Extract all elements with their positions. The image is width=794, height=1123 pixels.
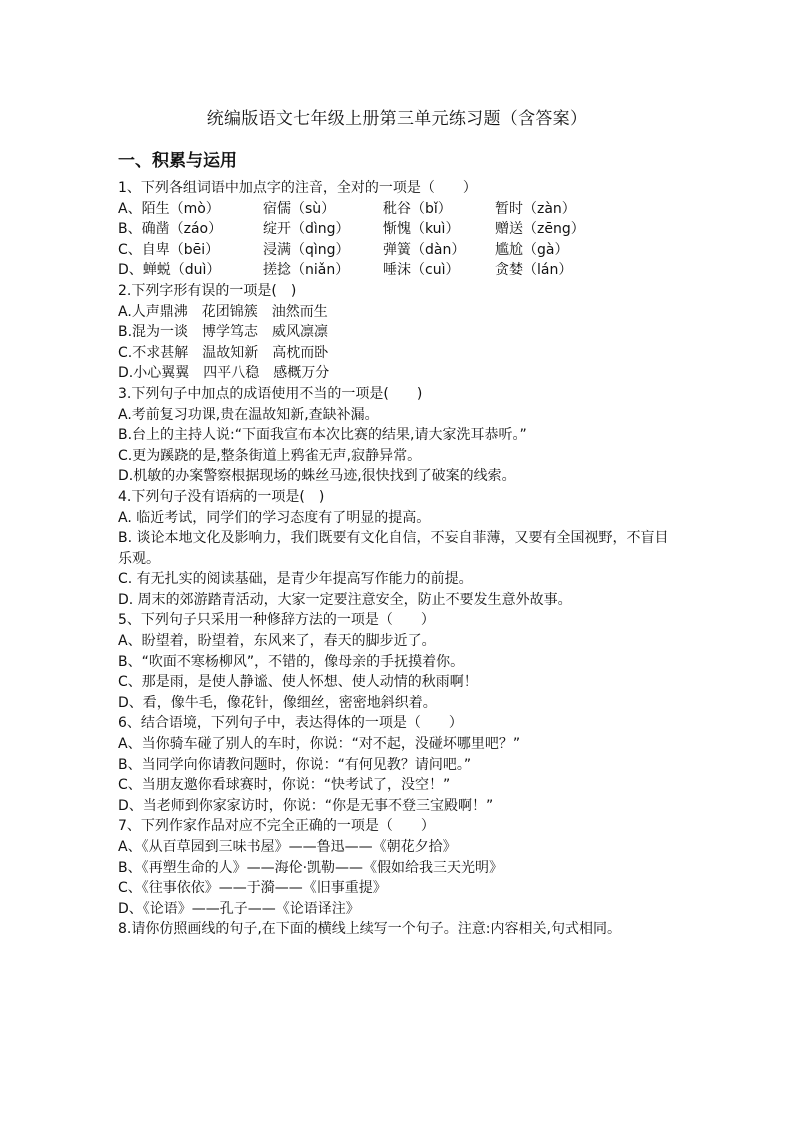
question-5-option-a: A、盼望着，盼望着，东风来了，春天的脚步近了。 <box>118 633 436 650</box>
question-1-row-d <box>118 260 678 281</box>
question-7-option-a: A、《从百草园到三味书屋》——鲁迅——《朝花夕拾》 <box>118 839 457 855</box>
q1-option: B、确凿（záo） <box>118 221 223 238</box>
section-heading: 一、积累与运用 <box>118 151 237 171</box>
question-7-option-c: C、《往事依依》——于漪——《旧事重提》 <box>118 880 387 897</box>
document-title: 统编版语文七年级上册第三单元练习题（含答案） <box>206 109 588 129</box>
q1-option: 宿儒（sù） <box>263 200 336 217</box>
q1-option: 搓捻（niǎn） <box>263 262 350 279</box>
question-4-stem: 4.下列句子没有语病的一项是( ) <box>118 488 325 505</box>
q1-option: D、蝉蜕（duì） <box>118 262 221 279</box>
question-3-option-c: C.更为蹊跷的是,整条街道上鸦雀无声,寂静异常。 <box>118 447 422 464</box>
q1-option: 浸满（qìng） <box>263 241 350 258</box>
question-7-option-b: B、《再塑生命的人》——海伦·凯勒——《假如给我三天光明》 <box>118 859 504 876</box>
q1-option: 唾沫（cuì） <box>383 262 460 279</box>
question-4-option-c: C. 有无扎实的阅读基础，是青少年提高写作能力的前提。 <box>118 571 473 588</box>
question-4-option-b: B. 谈论本地文化及影响力，我们既要有文化自信，不妄自菲薄，又要有全国视野，不盲目乐观。 <box>118 530 669 567</box>
q1-option: 惭愧（kuì） <box>383 221 460 238</box>
question-6-stem: 6、结合语境，下列句子中，表达得体的一项是（ ） <box>118 715 463 732</box>
question-3-option-a: A.考前复习功课,贵在温故知新,查缺补漏。 <box>118 406 379 423</box>
q1-option: 贪婪（lán） <box>495 262 573 279</box>
question-3-stem: 3.下列句子中加点的成语使用不当的一项是( ) <box>118 385 423 402</box>
question-4-option-a: A. 临近考试，同学们的学习态度有了明显的提高。 <box>118 509 431 526</box>
question-1-stem: 1、下列各组词语中加点字的注音，全对的一项是（ ） <box>118 180 477 196</box>
q1-option: 暂时（zàn） <box>495 200 576 217</box>
question-5-option-d: D、看，像牛毛，像花针，像细丝，密密地斜织着。 <box>118 694 437 711</box>
question-2-stem: 2.下列字形有误的一项是( ) <box>118 282 297 299</box>
question-4-option-d: D. 周末的郊游踏青活动，大家一定要注意安全，防止不要发生意外故事。 <box>118 591 572 608</box>
q1-option: 赠送（zēng） <box>495 221 585 238</box>
question-2-option-c: C.不求甚解 温故知新 高枕而卧 <box>118 344 329 361</box>
question-1-row-b <box>118 219 678 240</box>
q1-option: 弹簧（dàn） <box>383 241 466 258</box>
q1-option: 秕谷（bǐ） <box>383 200 452 217</box>
question-2-option-a: A.人声鼎沸 花团锦簇 油然而生 <box>118 303 328 320</box>
question-1-row-a <box>118 199 678 220</box>
question-8-stem: 8.请你仿照画线的句子,在下面的横线上续写一个句子。注意:内容相关,句式相同。 <box>118 921 621 938</box>
question-7-stem: 7、下列作家作品对应不完全正确的一项是（ ） <box>118 818 435 835</box>
q1-option: C、自卑（bēi） <box>118 241 220 258</box>
q1-option: 尴尬（gà） <box>495 241 569 258</box>
question-6-option-b: B、当同学向你请教问题时，你说：“有何见教？请问吧。” <box>118 756 472 773</box>
question-3-option-d: D.机敏的办案警察根据现场的蛛丝马迹,很快找到了破案的线索。 <box>118 468 516 485</box>
question-5-option-b: B、“吹面不寒杨柳风”，不错的，像母亲的手抚摸着你。 <box>118 653 465 670</box>
question-1-row-c <box>118 240 678 261</box>
question-3-option-b: B.台上的主持人说:“下面我宣布本次比赛的结果,请大家洗耳恭听。” <box>118 427 527 444</box>
question-6-option-d: D、当老师到你家家访时，你说：“你是无事不登三宝殿啊！” <box>118 797 494 814</box>
q1-option: 绽开（dìng） <box>263 221 350 238</box>
question-2-option-b: B.混为一谈 博学笃志 威风凛凛 <box>118 324 329 341</box>
question-6-option-a: A、当你骑车碰了别人的车时，你说：“对不起，没碰坏哪里吧？” <box>118 736 521 753</box>
question-2-option-d: D.小心翼翼 四平八稳 感概万分 <box>118 365 330 382</box>
q1-option: A、陌生（mò） <box>118 200 220 217</box>
question-6-option-c: C、当朋友邀你看球赛时，你说：“快考试了，没空！” <box>118 777 451 794</box>
question-5-option-c: C、那是雨，是使人静谧、使人怀想、使人动情的秋雨啊！ <box>118 674 478 691</box>
question-5-stem: 5、下列句子只采用一种修辞方法的一项是（ ） <box>118 612 435 629</box>
question-7-option-d: D、《论语》——孔子——《论语译注》 <box>118 900 360 917</box>
question-list <box>118 178 678 940</box>
